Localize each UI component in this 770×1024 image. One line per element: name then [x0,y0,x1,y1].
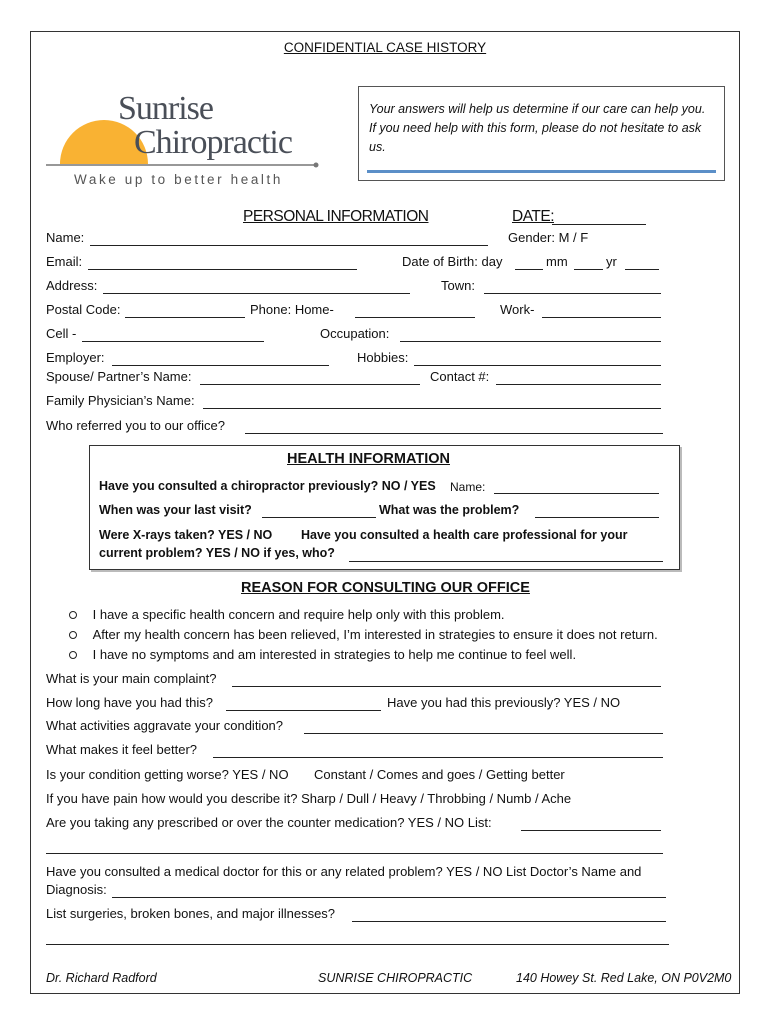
had-previously-label[interactable]: Have you had this previously? YES / NO [387,695,621,710]
date-field[interactable] [552,224,646,225]
dob-label: Date of Birth: day [402,254,503,269]
medical-doctor-question: Have you consulted a medical doctor for this or any related problem? YES / NO List Doctor’s Name and [46,864,642,879]
dob-yr-field[interactable] [625,269,659,270]
reason-heading: REASON FOR CONSULTING OUR OFFICE [241,580,530,596]
reason-option-3[interactable] [69,647,576,662]
reason-option-2[interactable] [69,627,658,642]
chiro-name-label: Name: [450,480,486,494]
phone-home-field[interactable] [355,317,475,318]
current-problem-question: current problem? YES / NO if yes, who? [99,546,335,560]
reason-option-1[interactable] [69,607,505,622]
occupation-field[interactable] [400,341,661,342]
dob-mm-label: mm [546,254,568,269]
pain-description-question[interactable]: If you have pain how would you describe it? Sharp / Dull / Heavy / Throbbing / Numb / Ache [46,791,572,806]
footer-address: 140 Howey St. Red Lake, ON P0V2M0 [516,971,732,985]
physician-field[interactable] [203,408,661,409]
health-info-heading: HEALTH INFORMATION [287,451,450,467]
health-professional-question: Have you consulted a health care professional for your [301,528,628,542]
reason-option-3-label: I have no symptoms and am interested in strategies to help me continue to feel well. [92,647,577,662]
who-field[interactable] [349,561,663,562]
contact-label: Contact #: [430,369,490,384]
radio-icon[interactable] [69,631,77,639]
reason-option-2-label: After my health concern has been relieved, I’m interested in strategies to ensure it does not return. [92,627,658,642]
xrays-question: Were X-rays taken? YES / NO [99,528,273,542]
aggravate-label: What activities aggravate your condition? [46,718,284,733]
getting-worse-question[interactable]: Is your condition getting worse? YES / NO [46,767,289,782]
dob-day-field[interactable] [515,269,543,270]
hobbies-label: Hobbies: [357,350,409,365]
chiro-name-field[interactable] [494,493,659,494]
postal-code-label: Postal Code: [46,302,121,317]
physician-label: Family Physician’s Name: [46,393,195,408]
address-label: Address: [46,278,98,293]
footer-doctor: Dr. Richard Radford [46,971,157,985]
condition-pattern-options[interactable]: Constant / Comes and goes / Getting better [314,767,565,782]
work-phone-field[interactable] [542,317,661,318]
hobbies-field[interactable] [414,365,661,366]
radio-icon[interactable] [69,611,77,619]
cell-field[interactable] [82,341,264,342]
town-field[interactable] [484,293,661,294]
how-long-field[interactable] [226,710,381,711]
medication-field[interactable] [521,830,661,831]
surgeries-field[interactable] [352,921,666,922]
employer-field[interactable] [112,365,329,366]
main-complaint-field[interactable] [232,686,661,687]
instructions-text: Your answers will help us determine if our care can help you. If you need help with this form, please do not hesitate to ask us. [369,102,706,154]
medication-question: Are you taking any prescribed or over the counter medication? YES / NO List: [46,815,492,830]
cell-label: Cell - [46,326,77,341]
last-visit-label: When was your last visit? [99,503,252,517]
page-title: CONFIDENTIAL CASE HISTORY [283,40,487,55]
last-visit-field[interactable] [262,517,376,518]
problem-field[interactable] [535,517,659,518]
employer-label: Employer: [46,350,105,365]
spouse-label: Spouse/ Partner’s Name: [46,369,192,384]
feel-better-field[interactable] [213,757,663,758]
referred-field[interactable] [245,433,663,434]
contact-field[interactable] [496,384,661,385]
phone-home-label: Phone: Home- [250,302,334,317]
main-complaint-label: What is your main complaint? [46,671,217,686]
diagnosis-label: Diagnosis: [46,882,107,897]
address-field[interactable] [103,293,410,294]
sunrise-logo [44,90,324,190]
date-label: DATE: [512,208,554,225]
dob-mm-field[interactable] [574,269,603,270]
feel-better-label: What makes it feel better? [46,742,198,757]
note-accent-bar [367,170,716,173]
gender-label[interactable]: Gender: M / F [508,230,589,245]
medication-field-line-2[interactable] [46,853,663,854]
problem-label: What was the problem? [379,503,520,517]
spouse-field[interactable] [200,384,420,385]
postal-code-field[interactable] [125,317,245,318]
referred-label: Who referred you to our office? [46,418,225,433]
instructions-box [358,86,725,181]
work-label: Work- [500,302,535,317]
town-label: Town: [441,278,475,293]
name-label: Name: [46,230,85,245]
surgeries-label: List surgeries, broken bones, and major illnesses? [46,906,336,921]
radio-icon[interactable] [69,651,77,659]
surgeries-field-line-2[interactable] [46,944,669,945]
name-field[interactable] [90,245,488,246]
email-label: Email: [46,254,83,269]
logo-word-sunrise: Sunrise [118,90,213,127]
how-long-label: How long have you had this? [46,695,213,710]
aggravate-field[interactable] [304,733,663,734]
logo-tagline: Wake up to better health [74,172,283,187]
logo-word-chiropractic: Chiropractic [134,124,292,161]
occupation-label: Occupation: [320,326,390,341]
chiro-previous-question: Have you consulted a chiropractor previously? NO / YES [99,479,436,493]
diagnosis-field[interactable] [112,897,666,898]
email-field[interactable] [88,269,357,270]
footer-clinic: SUNRISE CHIROPRACTIC [318,971,473,985]
personal-info-heading: PERSONAL INFORMATION [243,208,429,225]
dob-yr-label: yr [606,254,617,269]
reason-option-1-label: I have a specific health concern and require help only with this problem. [92,607,505,622]
